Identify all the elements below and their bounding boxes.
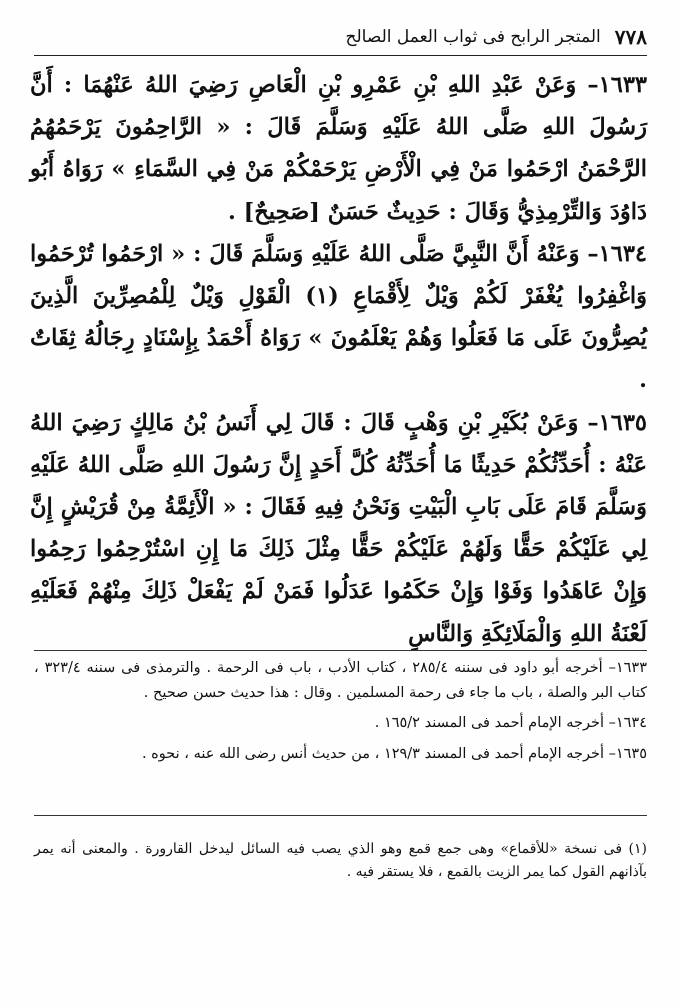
- note-rule: [34, 815, 647, 816]
- page-number: ٧٧٨: [614, 25, 647, 49]
- footnotes: [34, 656, 647, 772]
- running-title: المتجر الرابح فى ثواب العمل الصالح: [345, 27, 601, 47]
- hadith-text: – وَعَنْ بُكَيْرِ بْنِ وَهْبٍ قَالَ : قَالَ لِي أَنَسُ بْنُ مَالِكٍ رَضِيَ اللهُ عَنْهُ : أُحَدِّثُكُمْ حَدِيثًا مَا أُحَدِّثُهُ كُلَّ أَحَدٍ إِنَّ رَسُولَ اللهِ صَلَّى اللهُ عَلَيْهِ وَسَلَّمَ قَامَ عَلَى بَابِ الْبَيْتِ وَنَحْنُ فِيهِ فَقَالَ : « الْأَئِمَّةُ مِنْ قُرَيْشٍ إِنَّ لِي عَلَيْكُمْ حَقًّا وَلَهُمْ عَلَيْكُمْ حَقًّا مِثْلَ ذَلِكَ مَا إِنِ اسْتُرْحِمُوا رَحِمُوا وَإِنْ عَاهَدُوا وَفَوْا وَإِنْ حَكَمُوا عَدَلُوا فَمَنْ لَمْ يَفْعَلْ ذَلِكَ مِنْهُمْ فَعَلَيْهِ لَعْنَةُ اللهِ وَالْمَلَائِكَةِ وَالنَّاسِ: [30, 409, 647, 647]
- hadith-number: ١٦٣٥: [598, 409, 647, 436]
- marginal-note: (١) فى نسخة «للأقماع» وهى جمع قمع وهو الذي يصب فيه السائل ليدخل القارورة . والمعنى أنه يمر بآذانهم القول كما يمر الزيت بالقمع ، فلا يستقر فيه .: [34, 841, 647, 880]
- footnote-1635: ١٦٣٥– أخرجه الإمام أحمد فى المسند ١٢٩/٣ ، من حديث أنس رضى الله عنه ، نحوه .: [141, 745, 647, 762]
- hadith-1634: [30, 233, 647, 402]
- hadith-text: – وَعَنْهُ أَنَّ النَّبِيَّ صَلَّى اللهُ عَلَيْهِ وَسَلَّمَ قَالَ : « ارْحَمُوا تُرْحَمُوا وَاغْفِرُوا يُغْفَرْ لَكُمْ وَيْلٌ لِأَقْمَاعِ (١) الْقَوْلِ وَيْلٌ لِلْمُصِرِّينَ الَّذِينَ يُصِرُّونَ عَلَى مَا فَعَلُوا وَهُمْ يَعْلَمُونَ » رَوَاهُ أَحْمَدُ بِإِسْنَادٍ رِجَالُهُ ثِقَاتٌ .: [30, 240, 647, 394]
- hadith-number: ١٦٣٤: [598, 240, 647, 267]
- footnote-1634: ١٦٣٤– أخرجه الإمام أحمد فى المسند ١٦٥/٢ .: [374, 715, 647, 731]
- hadith-1633: [30, 64, 647, 233]
- hadith-text: – وَعَنْ عَبْدِ اللهِ بْنِ عَمْرِو بْنِ الْعَاصِ رَضِيَ اللهُ عَنْهُمَا : أَنَّ رَسُولَ اللهِ صَلَّى اللهُ عَلَيْهِ وَسَلَّمَ قَالَ : « الرَّاحِمُونَ يَرْحَمُهُمُ الرَّحْمَنُ ارْحَمُوا مَنْ فِي الْأَرْضِ يَرْحَمْكُمْ مَنْ فِي السَّمَاءِ » رَوَاهُ أَبُو دَاوُدَ وَالتِّرْمِذِيُّ وَقَالَ : حَدِيثٌ حَسَنٌ [صَحِيحٌ] .: [30, 72, 647, 225]
- page-header: [34, 22, 647, 52]
- hadith-1635: [30, 402, 647, 655]
- footnote-1633: ١٦٣٣– أخرجه أبو داود فى سننه ٢٨٥/٤ ، كتاب الأدب ، باب فى الرحمة . والترمذى فى سننه ٣٢٣/٤ ، كتاب البر والصلة ، باب ما جاء فى رحمة المسلمين . وقال : هذا حديث حسن صحيح .: [34, 660, 648, 701]
- hadith-number: ١٦٣٣: [598, 72, 647, 98]
- header-rule: [34, 55, 647, 56]
- main-text: [30, 64, 647, 655]
- footnote-rule: [34, 650, 647, 651]
